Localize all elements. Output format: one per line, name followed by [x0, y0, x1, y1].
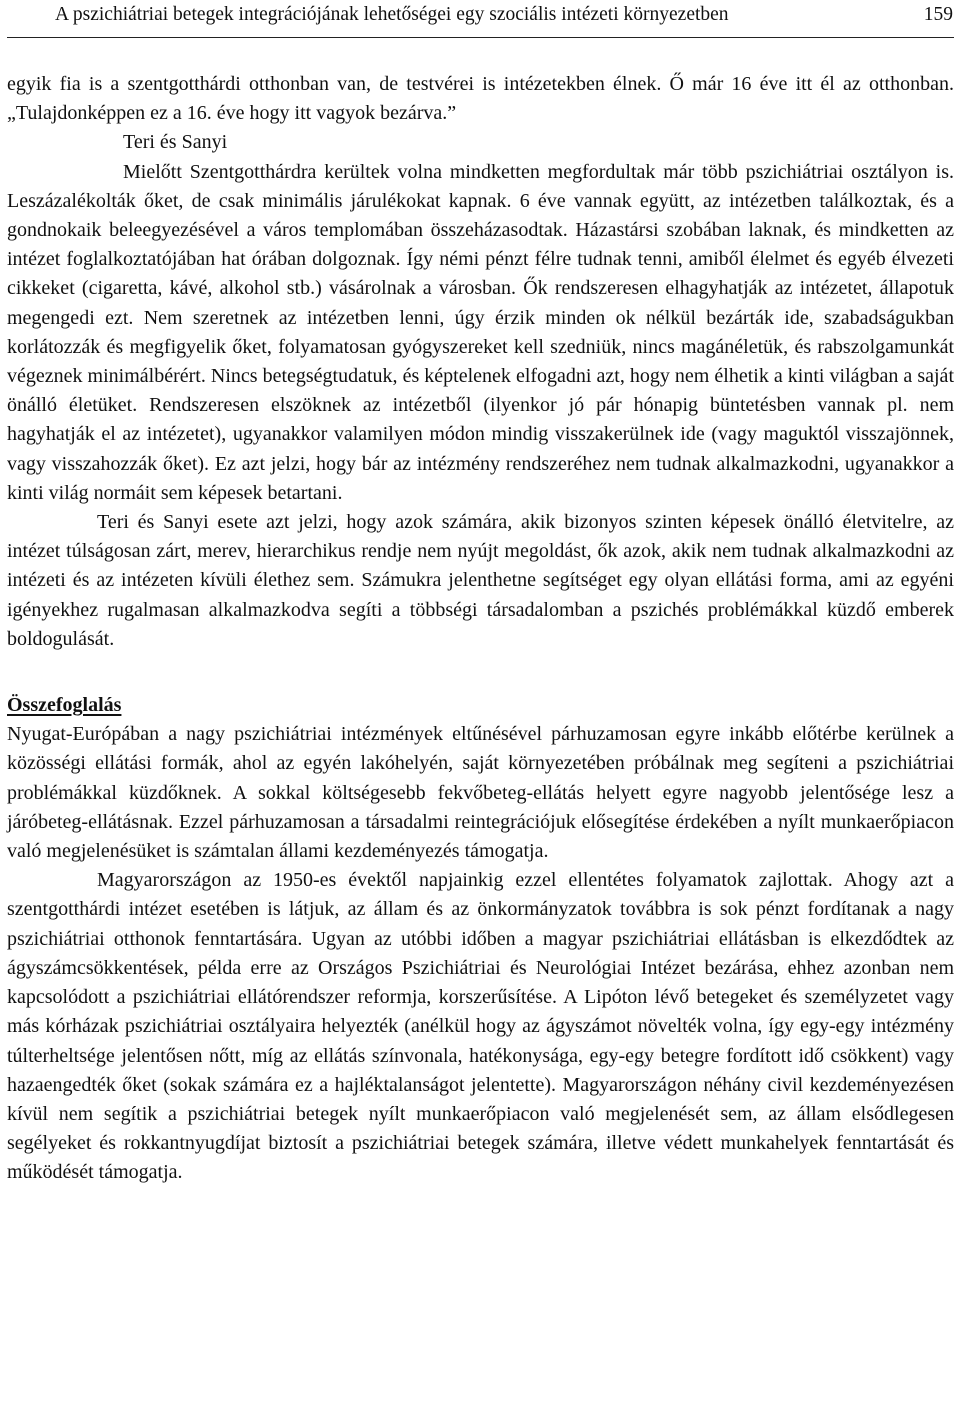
- paragraph-summary-2: Magyarországon az 1950-es évektől napjainkig ezzel ellentétes folyamatok zajlottak. Ahogy azt a szentgotthárdi intézet esetében is látjuk, az állam és az önkormányzatok továbbra is sok pénzt fordítanak a nagy pszichiátriai otthonok fenntartására. Ugyan az utóbbi időben a magyar pszichiátriai ellátásban is elkezdődtek az ágyszámcsökkentések, példa erre az Országos Pszichiátriai és Neurológiai Intézet bezárása, ehhez azonban nem kapcsolódott a pszichiátriai ellátórendszer reformja, korszerűsítése. A Lipóton lévő betegeket és személyzetet vagy más kórházak pszichiátriai osztályaira helyezték (anélkül hogy az ágyszámot növelték volna, így egy-egy intézmény túlterheltsége jelentősen nőtt, míg az ellátás színvonala, hatékonysága, egy-egy betegre fordított idő csökkent) vagy hazaengedték őket (sokak számára ez a hajléktalanságot jelentette). Magyarországon néhány civil kezdeményezésen kívül nem segítik a pszichiátriai betegek nyílt munkaerőpiacon való megjelenését sem, az állam elsődlegesen segélyeket és rokkantnyugdíjat biztosít a pszichiátriai betegek számára, illetve védett munkahelyek fenntartását és működését támogatja.: [7, 869, 954, 1184]
- running-title: A pszichiátriai betegek integrációjának lehetőségei egy szociális intézeti környezetben: [55, 4, 729, 25]
- case-name: Teri és Sanyi: [123, 131, 228, 154]
- document-page: [7, 0, 954, 1188]
- paragraph-case-description: Mielőtt Szentgotthárdra kerültek volna mindketten megfordultak már több pszichiátriai osztályon is. Leszázalékolták őket, de csak minimális járulékokat kapnak. 6 éve vannak együtt, az intézetben találkoztak, és a gondnokaik beleegyezésével a város templomában összeházasodtak. Házastársi szobában laknak, és mindketten az intézet foglalkoztatójában hat órában dolgoznak. Így némi pénzt félre tudnak tenni, amiből élelmet és egyéb élvezeti cikkeket (cigaretta, kávé, alkohol stb.) vásárolnak a városban. Ők rendszeresen elhagyhatják az intézetet, állapotuk megengedi ezt. Nem szeretnek az intézetben lenni, úgy érzik minden ok nélkül bezárták ide, szabadságukban korlátozzák és megfigyelik őket, folyamatosan gyógyszereket kell szedniük, nincs magánéletük, és rabszolgamunkát végeznek minimálbérért. Nincs betegségtudatuk, és képtelenek elfogadni azt, hogy nem élhetik a kinti világban a saját önálló életüket. Rendszeresen elszöknek az intézetből (ilyenkor jó pár hónapig büntetésben vannak pl. nem hagyhatják el az intézetet), ugyanakkor valamilyen módon mindig visszakerülnek ide (vagy maguktól visszajönnek, vagy visszahozzák őket). Ez azt jelzi, hogy bár az intézmény rendszeréhez nem tudnak alkalmazkodni, ugyanakkor a kinti világ normáit sem képesek betartani.: [7, 160, 954, 504]
- paragraph-case-conclusion: Teri és Sanyi esete azt jelzi, hogy azok számára, akik bizonyos szinten képesek önálló életvitelre, az intézet túlságosan zárt, merev, hierarchikus rendje nem nyújt megoldást, ők azok, akik nem tudnak alkalmazkodni az intézeti és az intézeten kívüli élethez sem. Számukra jelenthetne segítséget egy olyan ellátási forma, ami az egyéni igényekhez rugalmasan alkalmazkodva segíti a többségi társadalomban a pszichés problémákkal küzdő emberek boldogulását.: [7, 511, 954, 650]
- running-header: [7, 0, 954, 38]
- section-heading: Összefoglalás: [7, 694, 122, 717]
- paragraph-continuation: egyik fia is a szentgotthárdi otthonban van, de testvérei is intézetekben élnek. Ő már 16 éve itt él az otthonban. „Tulajdonképpen ez a 16. éve hogy itt vagyok bezárva.”: [7, 73, 954, 125]
- page-number: 159: [923, 4, 953, 25]
- paragraph-summary-1: Nyugat-Európában a nagy pszichiátriai intézmények eltűnésével párhuzamosan egyre inkább előtérbe kerülnek a közösségi ellátási formák, ahol az egyén lakóhelyén, saját környezetében próbálnak meg segíteni a pszichiátriai problémákkal küzdőknek. A sokkal költségesebb fekvőbeteg-ellátás helyett egyre nagyobb jelentősége lesz a járóbeteg-ellátásnak. Ezzel párhuzamosan a társadalmi reintegrációjuk elősegítése érdekében a nyílt munkaerőpiacon való megjelenésüket is számtalan állami kezdeményezés támogatja.: [7, 723, 954, 863]
- document-body: [7, 70, 954, 1188]
